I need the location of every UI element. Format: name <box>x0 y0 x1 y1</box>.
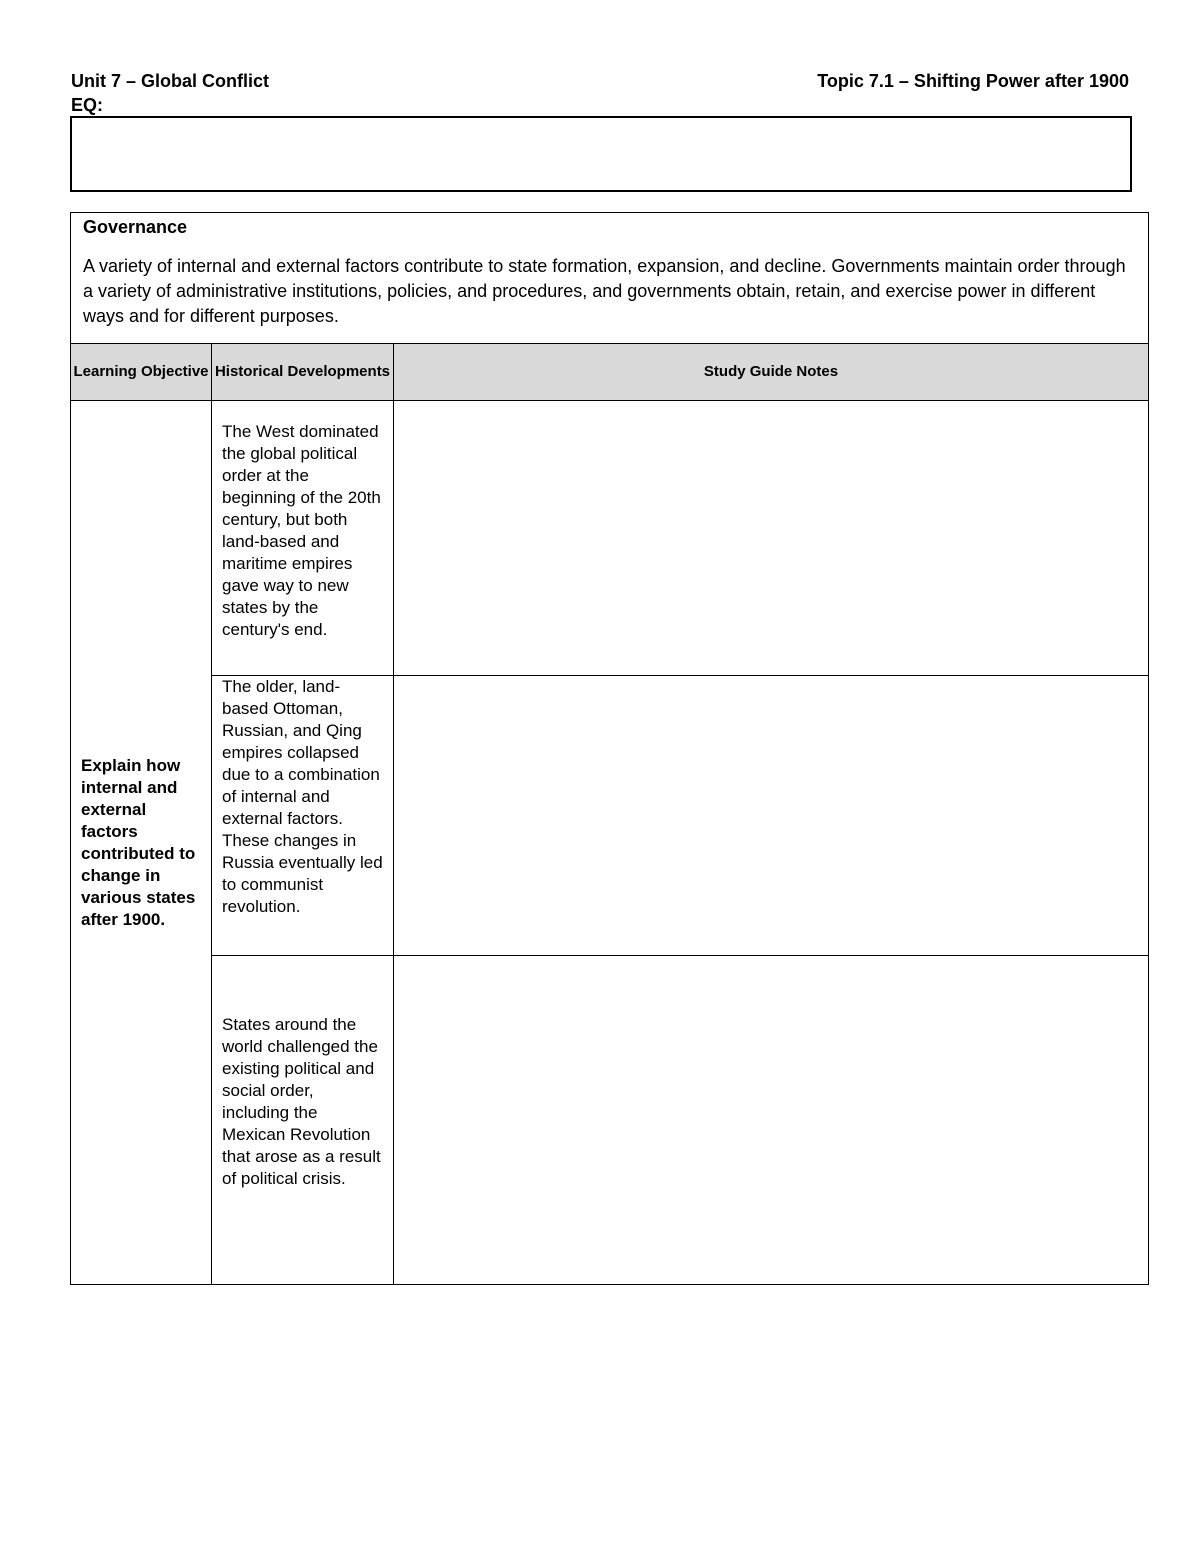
column-header-study-guide-notes: Study Guide Notes <box>394 344 1149 401</box>
historical-development-cell: The West dominated the global political order at the beginning of the 20th century, but both land-based and maritime empires gave way to new states by the century's end. <box>212 401 394 676</box>
eq-label: EQ: <box>71 95 104 115</box>
topic-title: Topic 7.1 – Shifting Power after 1900 <box>817 71 1129 91</box>
column-header-historical-developments: Historical Developments <box>212 344 394 401</box>
learning-objective-cell: Explain how internal and external factors contributed to change in various states after 1900. <box>71 401 212 1285</box>
governance-title: Governance <box>83 217 188 237</box>
column-header-learning-objective: Learning Objective <box>71 344 212 401</box>
eq-answer-box[interactable] <box>70 116 1132 192</box>
table-row <box>71 401 1149 676</box>
unit-title: Unit 7 – Global Conflict <box>71 71 270 91</box>
study-notes-cell[interactable] <box>394 956 1149 1285</box>
table-row <box>71 956 1149 1285</box>
governance-description: A variety of internal and external factors contribute to state formation, expansion, and decline. Governments maintain order through a variety of administrative institutions, policies, and procedures, and governments obtain, retain, and exercise power in different ways and for different purposes. <box>83 256 1126 326</box>
study-guide-table <box>70 212 1149 1285</box>
study-notes-cell[interactable] <box>394 676 1149 956</box>
historical-development-cell: States around the world challenged the existing political and social order, including the Mexican Revolution that arose as a result of political crisis. <box>212 956 394 1285</box>
study-notes-cell[interactable] <box>394 401 1149 676</box>
historical-development-cell: The older, land-based Ottoman, Russian, and Qing empires collapsed due to a combination of internal and external factors. These changes in Russia eventually led to communist revolution. <box>212 676 394 956</box>
table-row <box>71 676 1149 956</box>
governance-section <box>71 213 1149 344</box>
